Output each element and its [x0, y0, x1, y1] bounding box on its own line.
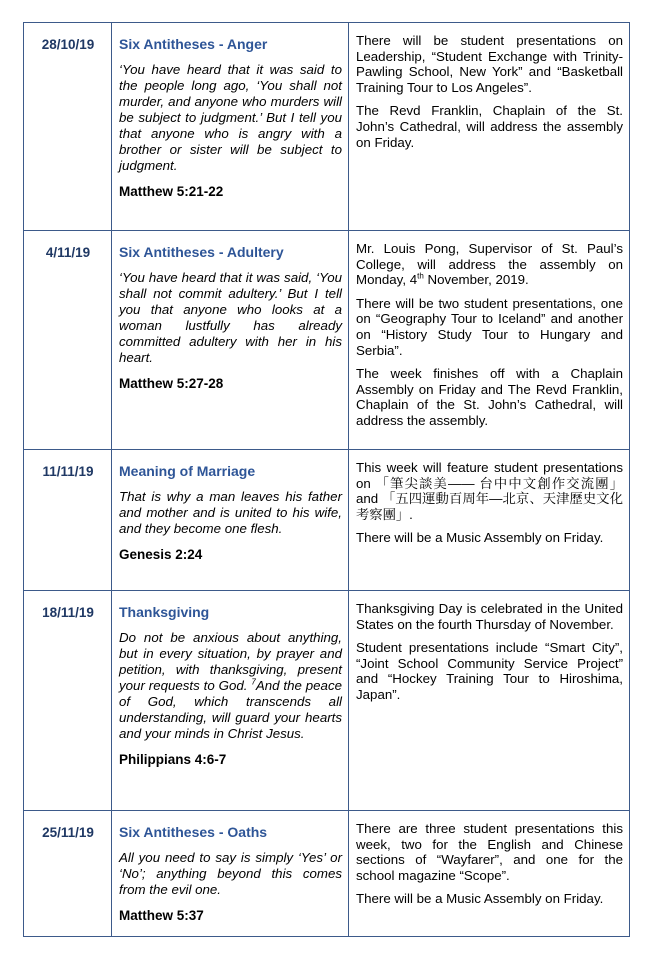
bible-reference: Matthew 5:21-22: [119, 184, 224, 199]
notice-text: Mr. Louis Pong, Supervisor of St. Paul’s College, will address the assembly on Monday, 4: [356, 241, 623, 288]
verse-number: 7: [251, 677, 256, 687]
bible-verse: ‘You have heard that it was said to the people long ago, ‘You shall not murder, and anyone who murders will be subject to judgment.’ But I tell you that anyone who is angry with a brother or sister will be subject to judgment.: [119, 62, 342, 173]
notice-paragraph: There will be two student presentations, one on “Geography Tour to Iceland” and another on “History Study Tour to Hungary and Serbia”.: [356, 295, 623, 358]
theme-cell: [112, 23, 349, 231]
notices-cell: [349, 591, 630, 811]
bible-verse: ‘You have heard that it was said, ‘You shall not commit adultery.’ But I tell you that anyone who looks at a woman lustfully has already committed adultery with her in his heart.: [119, 270, 342, 365]
theme-cell: [112, 231, 349, 450]
bible-reference: Matthew 5:27-28: [119, 376, 224, 391]
verse-text: Do not be anxious about anything, but in every situation, by prayer and petition, with thanksgiving, present your requests to God.: [119, 630, 342, 693]
theme-cell: [112, 811, 349, 937]
notices-cell: [349, 23, 630, 231]
schedule-row: [24, 450, 630, 591]
week-date: 4/11/19: [24, 231, 112, 450]
notice-paragraph: There will be a Music Assembly on Friday.: [356, 891, 604, 907]
notice-paragraph: The week finishes off with a Chaplain Assembly on Friday and The Revd Franklin, Chaplain of the St. John’s Cathedral, will address the assembly.: [356, 366, 623, 428]
week-date: 28/10/19: [24, 23, 112, 231]
ordinal-suffix: th: [417, 271, 424, 281]
notice-paragraph: Thanksgiving Day is celebrated in the United States on the fourth Thursday of November.: [356, 601, 623, 632]
notice-paragraph: [356, 241, 623, 288]
week-date: 18/11/19: [24, 591, 112, 811]
notices-cell: [349, 231, 630, 450]
theme-cell: [112, 450, 349, 591]
theme-title: Six Antitheses - Anger: [119, 36, 268, 52]
notice-text: November, 2019.: [423, 272, 529, 288]
schedule-row: [24, 231, 630, 450]
week-date: 25/11/19: [24, 811, 112, 937]
notices-cell: [349, 811, 630, 937]
theme-title: Six Antitheses - Oaths: [119, 824, 268, 840]
bible-verse: [119, 630, 342, 742]
theme-title: Meaning of Marriage: [119, 463, 256, 479]
notice-paragraph: There will be a Music Assembly on Friday.: [356, 530, 604, 546]
schedule-row: [24, 591, 630, 811]
bible-reference: Philippians 4:6-7: [119, 752, 227, 767]
notices-cell: [349, 450, 630, 591]
theme-title: Thanksgiving: [119, 604, 210, 620]
bible-verse: That is why a man leaves his father and mother and is united to his wife, and they become one flesh.: [119, 489, 342, 536]
assembly-schedule-table: [23, 22, 630, 937]
week-date: 11/11/19: [24, 450, 112, 591]
notice-paragraph: The Revd Franklin, Chaplain of the St. John’s Cathedral, will address the assembly on Friday.: [356, 103, 623, 150]
schedule-row: [24, 23, 630, 231]
theme-title: Six Antitheses - Adultery: [119, 244, 284, 260]
schedule-row: [24, 811, 630, 937]
notice-paragraph: There are three student presentations this week, two for the English and Chinese sections of “Wayfarer”, and one for the school magazine “Scope”.: [356, 821, 623, 883]
theme-cell: [112, 591, 349, 811]
bible-reference: Matthew 5:37: [119, 908, 204, 923]
notice-paragraph: There will be student presentations on Leadership, “Student Exchange with Trinity-Pawling School, New York” and “Basketball Training Tour to Los Angeles”.: [356, 33, 623, 95]
bible-reference: Genesis 2:24: [119, 547, 203, 562]
bible-verse: All you need to say is simply ‘Yes’ or ‘No’; anything beyond this comes from the evil one.: [119, 850, 342, 897]
verse-text: And the peace of God, which transcends all understanding, will guard your hearts and your minds in Christ Jesus.: [119, 678, 342, 741]
notice-paragraph: Student presentations include “Smart City”, “Joint School Community Service Project” and “Hockey Training Tour to Hiroshima, Japan”.: [356, 640, 623, 702]
notice-paragraph: This week will feature student presentations on 「筆尖談美—— 台中中文創作交流團」 and 「五四運動百周年—北京、天津歷史文化考察團」.: [356, 460, 623, 522]
